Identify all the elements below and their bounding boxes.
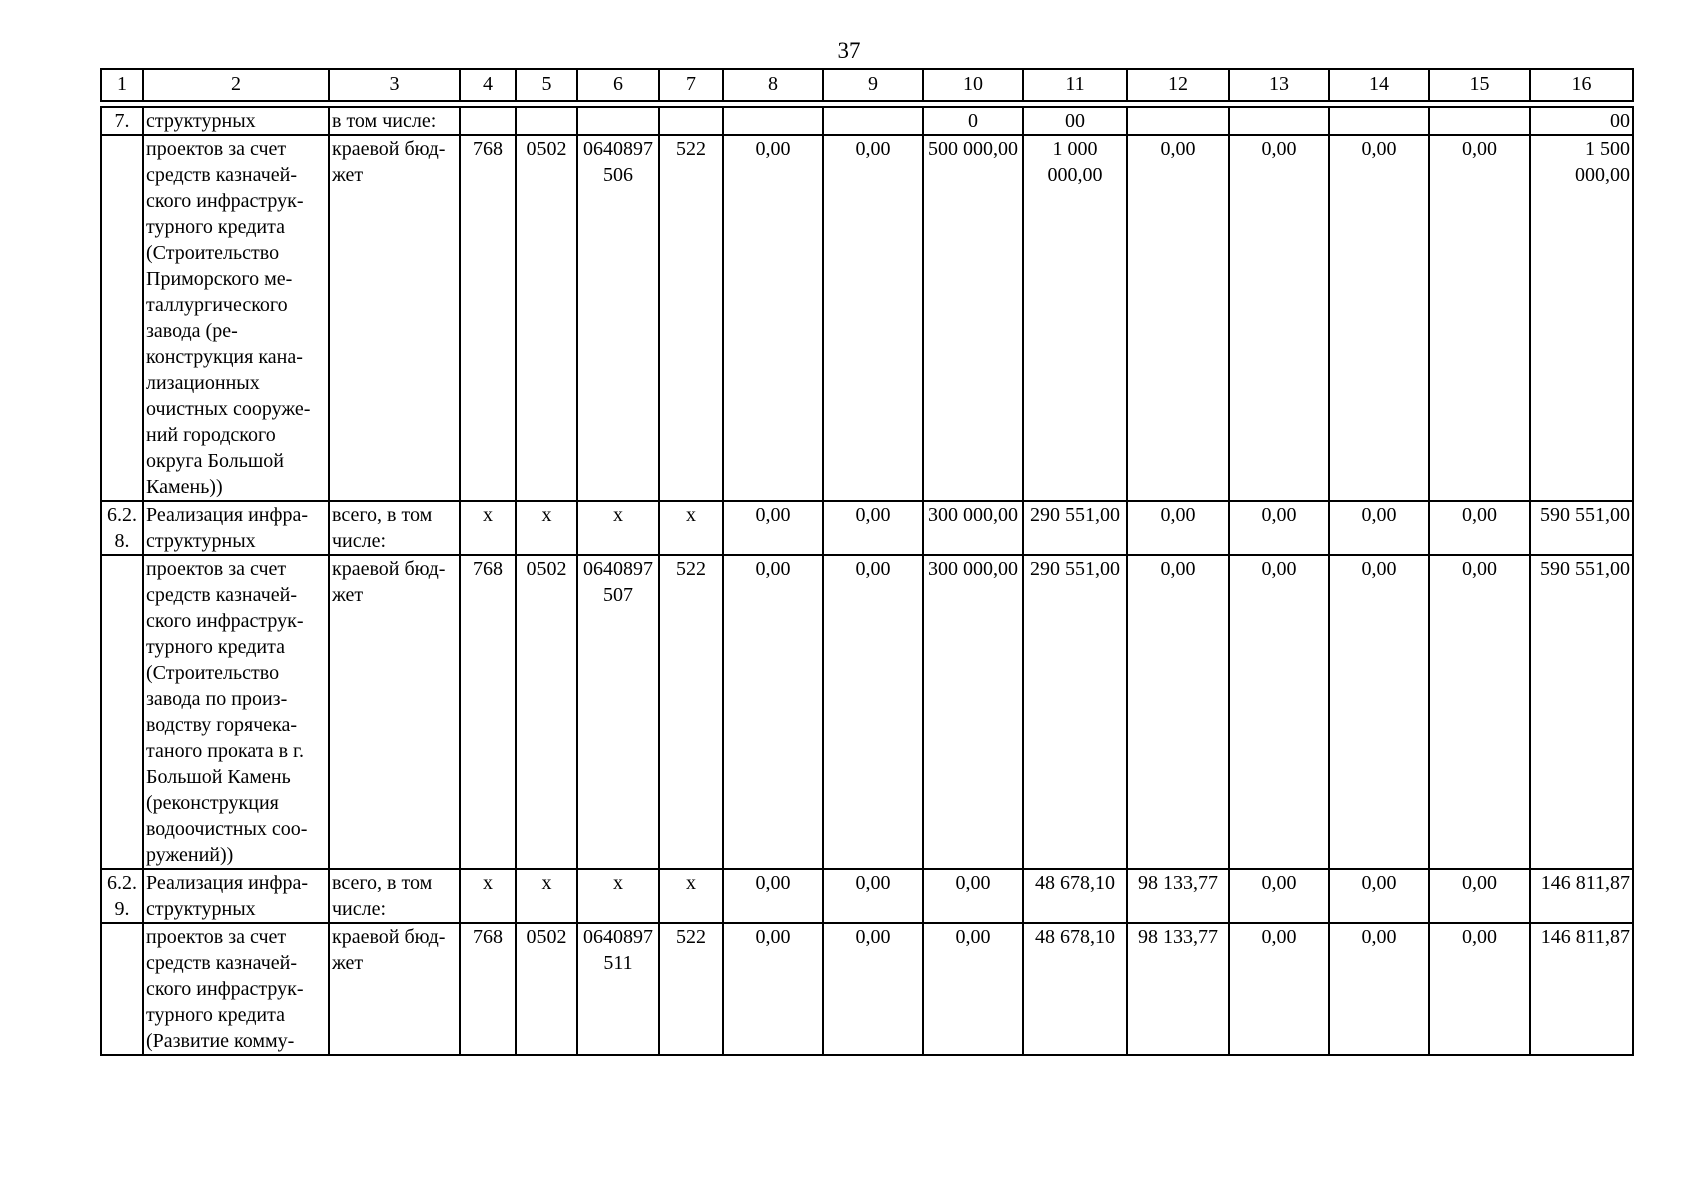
table-row — [101, 501, 1633, 555]
row-source: краевой бюд-жет — [329, 923, 460, 1055]
table-cell — [460, 107, 516, 135]
table-cell: 0,00 — [1229, 555, 1329, 869]
page-number: 37 — [837, 38, 861, 63]
table-cell — [516, 107, 577, 135]
table-cell: 6.2.9. — [101, 869, 143, 923]
table-cell: 00 — [1530, 107, 1633, 135]
table-cell — [1429, 107, 1530, 135]
table-cell: 0,00 — [1329, 923, 1429, 1055]
row-description: проектов за счет средств казначей-ского инфраструк-турного кредита (Строительство завода по произ-водству горячека-таного проката в г. Большой Камень (реконструкция водоочистных соо-ружений)) — [143, 555, 329, 869]
table-cell: 1 500 000,00 — [1530, 135, 1633, 501]
table-cell: 0,00 — [723, 501, 823, 555]
table-cell: 0640897507 — [577, 555, 659, 869]
table-cell — [823, 107, 923, 135]
table-cell: 0,00 — [723, 135, 823, 501]
table-row — [101, 107, 1633, 135]
table-cell: 0,00 — [1229, 135, 1329, 501]
table-cell: 0502 — [516, 923, 577, 1055]
table-cell — [101, 555, 143, 869]
table-cell: 522 — [659, 923, 723, 1055]
table-cell: 0 — [923, 107, 1023, 135]
table-cell: 0,00 — [723, 555, 823, 869]
row-source: в том числе: — [329, 107, 460, 135]
table-cell: 6.2.8. — [101, 501, 143, 555]
header-cell: 9 — [823, 69, 923, 101]
row-source: краевой бюд-жет — [329, 555, 460, 869]
table-cell: 0,00 — [1329, 555, 1429, 869]
table-cell: x — [577, 869, 659, 923]
row-description: структурных — [143, 107, 329, 135]
table-cell: 0,00 — [723, 923, 823, 1055]
table-cell: 522 — [659, 555, 723, 869]
table-cell: 98 133,77 — [1127, 923, 1229, 1055]
table-cell: 0,00 — [1127, 135, 1229, 501]
table-cell: x — [460, 869, 516, 923]
table-cell: 0,00 — [823, 501, 923, 555]
table-row — [101, 869, 1633, 923]
header-cell: 12 — [1127, 69, 1229, 101]
header-cell: 8 — [723, 69, 823, 101]
table-cell: 0,00 — [1329, 501, 1429, 555]
header-cell: 5 — [516, 69, 577, 101]
table-cell: 0,00 — [1229, 923, 1329, 1055]
table-cell: 48 678,10 — [1023, 923, 1127, 1055]
table-cell: 98 133,77 — [1127, 869, 1229, 923]
table-cell: 0,00 — [1429, 555, 1530, 869]
header-cell: 3 — [329, 69, 460, 101]
table-cell: 0,00 — [1329, 869, 1429, 923]
table-cell: 0,00 — [823, 923, 923, 1055]
header-cell: 13 — [1229, 69, 1329, 101]
table-cell: x — [577, 501, 659, 555]
table-cell — [1229, 107, 1329, 135]
table-row — [101, 135, 1633, 501]
table-row — [101, 555, 1633, 869]
table-cell: 300 000,00 — [923, 501, 1023, 555]
header-cell: 14 — [1329, 69, 1429, 101]
budget-table — [100, 68, 1634, 1056]
table-cell: 7. — [101, 107, 143, 135]
table-cell: 768 — [460, 555, 516, 869]
header-cell: 6 — [577, 69, 659, 101]
table-cell — [101, 923, 143, 1055]
table-cell — [101, 135, 143, 501]
table-cell: 0,00 — [923, 923, 1023, 1055]
row-description: Реализация инфра-структурных — [143, 501, 329, 555]
table-cell: 0,00 — [1127, 501, 1229, 555]
row-source: всего, в том числе: — [329, 869, 460, 923]
row-source: всего, в том числе: — [329, 501, 460, 555]
table-cell: 48 678,10 — [1023, 869, 1127, 923]
table-cell: 522 — [659, 135, 723, 501]
table-cell: 0,00 — [1329, 135, 1429, 501]
table-cell: 500 000,00 — [923, 135, 1023, 501]
table-cell: 0,00 — [1429, 501, 1530, 555]
table-cell: 300 000,00 — [923, 555, 1023, 869]
table-cell: x — [659, 869, 723, 923]
table-row — [101, 923, 1633, 1055]
table-cell — [577, 107, 659, 135]
table-cell: x — [516, 501, 577, 555]
header-cell: 11 — [1023, 69, 1127, 101]
header-cell: 15 — [1429, 69, 1530, 101]
table-cell: 146 811,87 — [1530, 923, 1633, 1055]
table-cell: 0,00 — [723, 869, 823, 923]
table-cell: 0,00 — [1127, 555, 1229, 869]
table-cell — [1329, 107, 1429, 135]
table-cell: 0,00 — [1229, 869, 1329, 923]
row-description: проектов за счет средств казначей-ского инфраструк-турного кредита (Развитие комму- — [143, 923, 329, 1055]
header-row — [101, 69, 1633, 101]
row-description: проектов за счет средств казначей-ского инфраструк-турного кредита (Строительство Приморского ме-таллургического завода (ре-конструкция кана-лизационных очистных сооруже-ний городского округа Большой Камень)) — [143, 135, 329, 501]
table-cell: 290 551,00 — [1023, 501, 1127, 555]
table-cell: 590 551,00 — [1530, 555, 1633, 869]
table-cell — [723, 107, 823, 135]
row-source: краевой бюд-жет — [329, 135, 460, 501]
table-cell: 590 551,00 — [1530, 501, 1633, 555]
row-description: Реализация инфра-структурных — [143, 869, 329, 923]
header-cell: 10 — [923, 69, 1023, 101]
table-cell — [1127, 107, 1229, 135]
table-cell: 0640897506 — [577, 135, 659, 501]
table-cell: 0,00 — [823, 869, 923, 923]
table-cell: 0,00 — [1429, 869, 1530, 923]
table-cell: 00 — [1023, 107, 1127, 135]
table-cell: x — [460, 501, 516, 555]
header-cell: 16 — [1530, 69, 1633, 101]
table-cell: 146 811,87 — [1530, 869, 1633, 923]
table-cell: x — [659, 501, 723, 555]
table-cell: 0,00 — [1429, 923, 1530, 1055]
table-cell: 290 551,00 — [1023, 555, 1127, 869]
header-cell: 1 — [101, 69, 143, 101]
table-cell: 768 — [460, 135, 516, 501]
header-cell: 4 — [460, 69, 516, 101]
header-cell: 7 — [659, 69, 723, 101]
table-cell: 0,00 — [823, 135, 923, 501]
table-cell: 0,00 — [1229, 501, 1329, 555]
table-cell: 0502 — [516, 555, 577, 869]
table-cell: x — [516, 869, 577, 923]
header-cell: 2 — [143, 69, 329, 101]
table-cell: 0,00 — [923, 869, 1023, 923]
table-cell — [659, 107, 723, 135]
table-cell: 0502 — [516, 135, 577, 501]
table-cell: 0,00 — [1429, 135, 1530, 501]
table-cell: 1 000 000,00 — [1023, 135, 1127, 501]
table-cell: 0,00 — [823, 555, 923, 869]
table-cell: 768 — [460, 923, 516, 1055]
table-cell: 0640897511 — [577, 923, 659, 1055]
